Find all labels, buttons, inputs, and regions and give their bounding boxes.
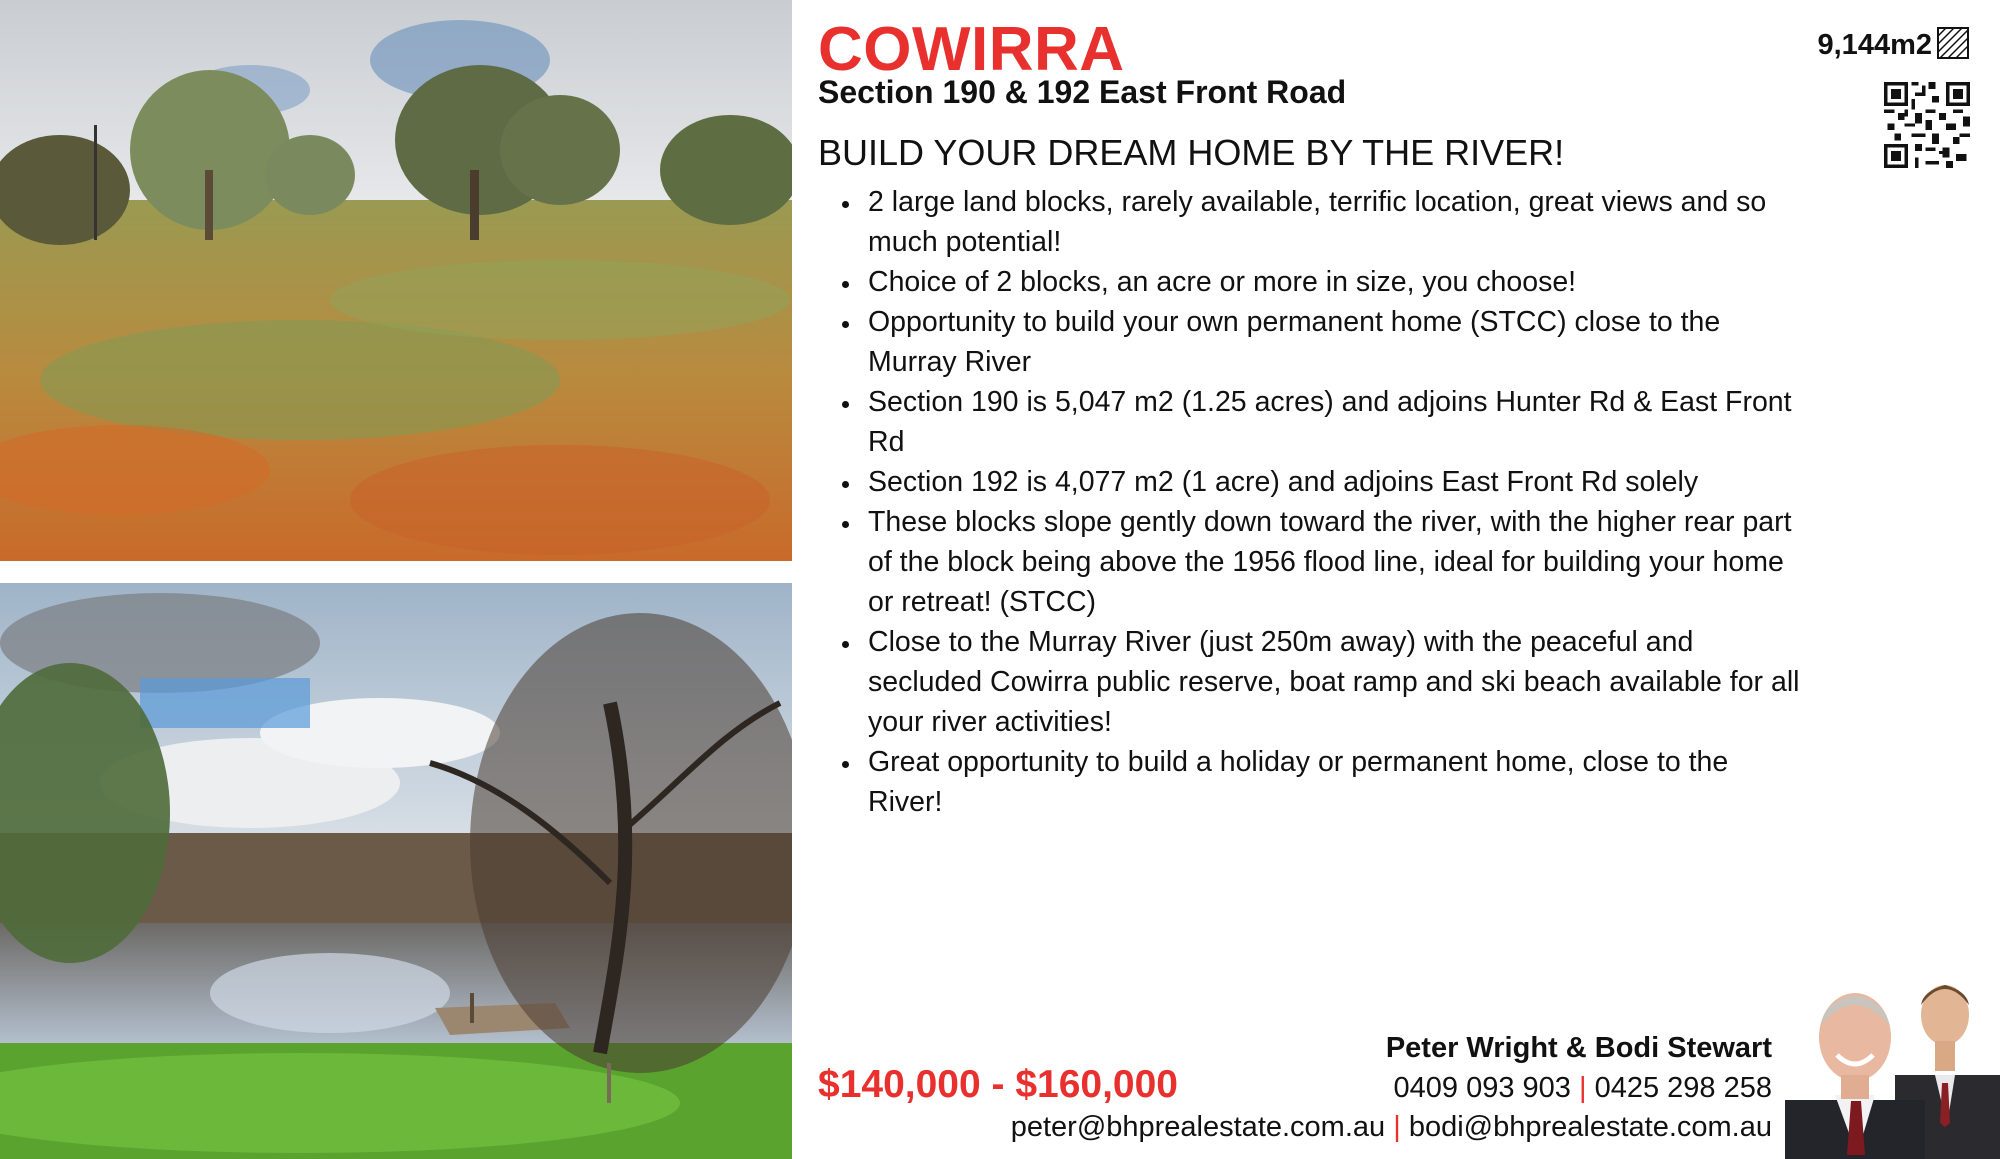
price-range: $140,000 - $160,000 [818, 1063, 1178, 1106]
agent-names: Peter Wright & Bodi Stewart [1385, 1032, 1772, 1064]
property-address: Section 190 & 192 East Front Road [818, 74, 1347, 110]
land-area [1818, 26, 1971, 65]
agent-email-link[interactable]: bodi@bhprealestate.com.au [1408, 1111, 1772, 1143]
river-photo [0, 583, 792, 1159]
separator: | [1578, 1072, 1587, 1104]
feature-item: These blocks slope gently down toward the river, with the higher rear part of the block being above the 1956 flood line, ideal for building your home or retreat! (STCC) [840, 502, 1800, 622]
agent-phone-link[interactable]: 0409 093 903 [1393, 1072, 1571, 1104]
qr-code-icon[interactable] [1884, 82, 1970, 168]
feature-item: Close to the Murray River (just 250m away) with the peaceful and secluded Cowirra public reserve, boat ramp and ski beach available for all your river activities! [840, 622, 1800, 742]
feature-item: Opportunity to build your own permanent home (STCC) close to the Murray River [840, 302, 1800, 382]
suburb-title: COWIRRA [818, 15, 1125, 84]
feature-item: Section 192 is 4,077 m2 (1 acre) and adjoins East Front Rd solely [840, 462, 1800, 502]
feature-list [840, 182, 1800, 822]
separator: | [1393, 1111, 1401, 1143]
agent-phone-link[interactable]: 0425 298 258 [1594, 1072, 1772, 1104]
agent-email-link[interactable]: peter@bhprealestate.com.au [1010, 1111, 1386, 1143]
feature-item: Section 190 is 5,047 m2 (1.25 acres) and adjoins Hunter Rd & East Front Rd [840, 382, 1800, 462]
agent-phones [1394, 1072, 1772, 1105]
land-photo [0, 0, 792, 561]
agents-photo [1785, 955, 2000, 1159]
listing-headline: BUILD YOUR DREAM HOME BY THE RIVER! [818, 132, 1565, 173]
land-area-value: 9,144m2 [1817, 29, 1932, 61]
land-area-icon [1936, 26, 1970, 65]
feature-item: 2 large land blocks, rarely available, terrific location, great views and so much potential! [840, 182, 1800, 262]
feature-item: Choice of 2 blocks, an acre or more in size, you choose! [840, 262, 1800, 302]
feature-item: Great opportunity to build a holiday or permanent home, close to the River! [840, 742, 1800, 822]
agent-emails [1011, 1111, 1772, 1144]
